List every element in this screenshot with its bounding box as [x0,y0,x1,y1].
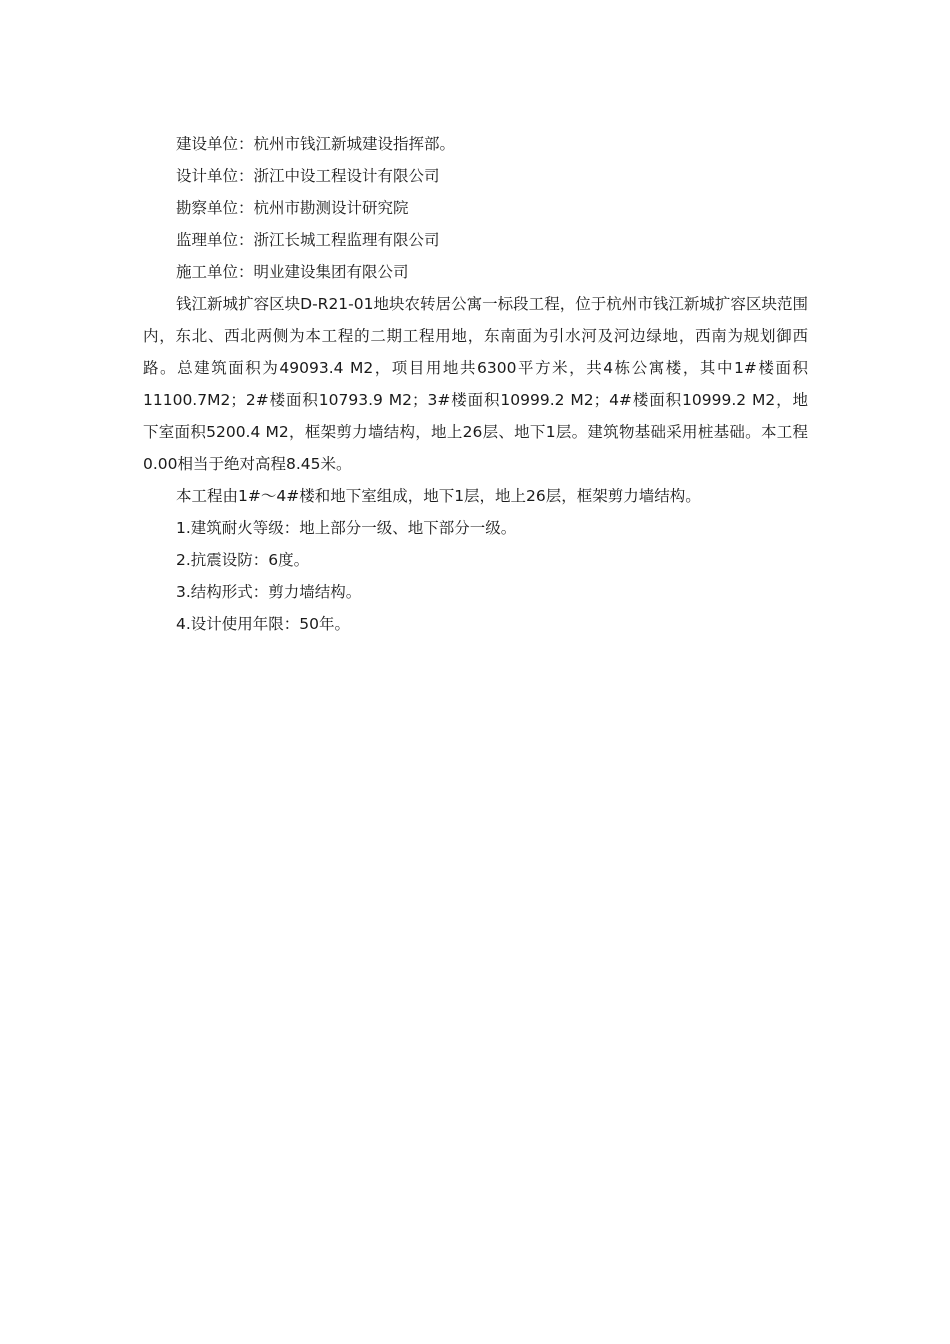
project-composition-line: 本工程由1#～4#楼和地下室组成，地下1层，地上26层，框架剪力墙结构。 [176,487,701,505]
fire-rating-line: 1.建筑耐火等级：地上部分一级、地下部分一级。 [176,519,517,537]
survey-unit-line: 勘察单位：杭州市勘测设计研究院 [176,199,409,217]
contractor-unit-line: 施工单位：明业建设集团有限公司 [176,263,409,281]
project-overview-paragraph: 钱江新城扩容区块D-R21-01地块农转居公寓一标段工程，位于杭州市钱江新城扩容区块范围内，东北、西北两侧为本工程的二期工程用地，东南面为引水河及河边绿地，西南为规划御西路。总建筑面积为49093.4 M2，项目用地共6300平方米，共4栋公寓楼，其中1#楼面积11100.7M2；2#楼面积10793.9 M2；3#楼面积10999.2 M2；4#楼面积10999.2 M2，地下室面积5200.4 M2，框架剪力墙结构，地上26层、地下1层。建筑物基础采用桩基础。本工程0.00相当于绝对高程8.45米。 [143,295,808,473]
seismic-line: 2.抗震设防：6度。 [176,551,310,569]
supervision-unit-line: 监理单位：浙江长城工程监理有限公司 [176,231,440,249]
design-life-line: 4.设计使用年限：50年。 [176,615,351,633]
construction-unit-line: 建设单位：杭州市钱江新城建设指挥部。 [176,135,456,153]
structure-type-line: 3.结构形式：剪力墙结构。 [176,583,362,601]
design-unit-line: 设计单位：浙江中设工程设计有限公司 [176,167,440,185]
document-body [143,128,808,640]
